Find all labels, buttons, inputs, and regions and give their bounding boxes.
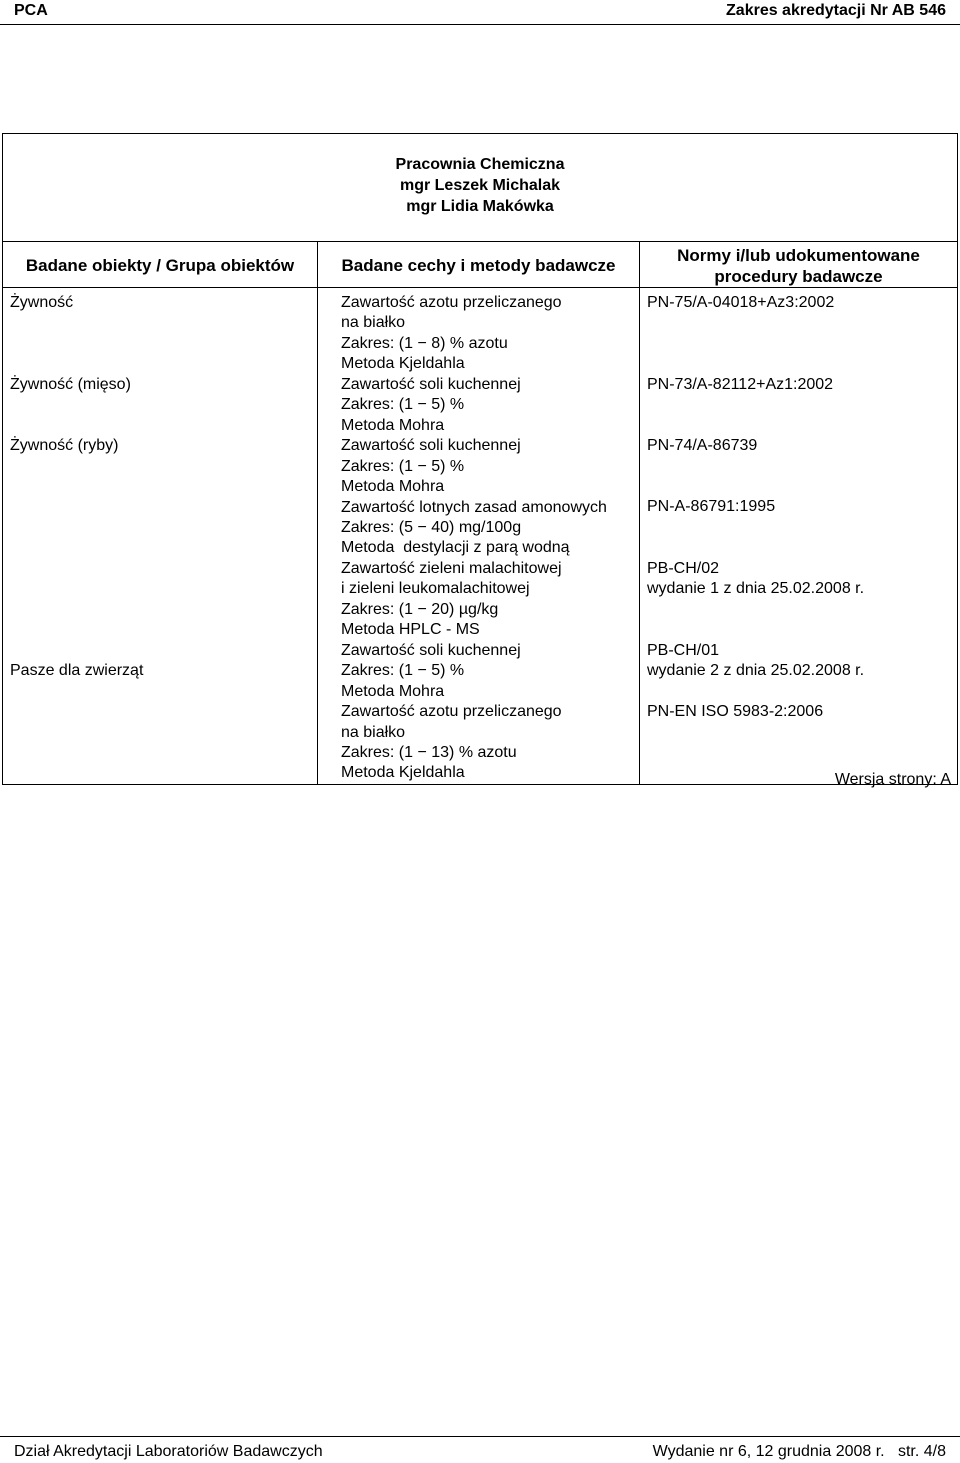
- norm-entry: PN-75/A-04018+Az3:2002: [647, 294, 835, 311]
- norm-entry: PB-CH/01: [647, 641, 720, 659]
- feature-line: Zawartość lotnych zasad amonowych: [341, 498, 607, 516]
- norm-entry: wydanie 2 z dnia 25.02.2008 r.: [647, 661, 865, 679]
- header-divider: [0, 24, 960, 25]
- feature-line: Zawartość azotu przeliczanego: [341, 294, 562, 311]
- feature-line: Zakres: (1 − 8) % azotu: [341, 334, 508, 352]
- column-header-norms: Normy i/lub udokumentowane procedury badawcze: [640, 242, 958, 288]
- features-column: [318, 288, 640, 785]
- feature-line: na białko: [341, 723, 406, 741]
- norm-entry: PN-EN ISO 5983-2:2006: [647, 702, 824, 720]
- feature-line: Metoda Mohra: [341, 416, 445, 434]
- feature-line: Zawartość soli kuchennej: [341, 375, 521, 393]
- feature-line: Zawartość azotu przeliczanego: [341, 703, 562, 721]
- feature-line: Zakres: (5 − 40) mg/100g: [341, 518, 522, 536]
- footer-edition: Wydanie nr 6, 12 grudnia 2008 r.: [652, 1443, 885, 1460]
- header-org: PCA: [14, 2, 48, 19]
- column-header-features: Badane cechy i metody badawcze: [318, 242, 640, 288]
- feature-line: Zakres: (1 − 20) µg/kg: [341, 600, 499, 618]
- feature-line: Metoda HPLC - MS: [341, 621, 480, 639]
- footer-page-number: str. 4/8: [897, 1443, 946, 1460]
- object-pasze: Pasze dla zwierząt: [10, 661, 144, 679]
- accreditation-table: [2, 133, 958, 785]
- objects-column: [3, 288, 318, 785]
- feature-line: Zawartość soli kuchennej: [341, 641, 521, 659]
- norm-entry: wydanie 1 z dnia 25.02.2008 r.: [647, 580, 865, 598]
- feature-line: i zieleni leukomalachitowej: [341, 580, 530, 598]
- header-accreditation-number: Zakres akredytacji Nr AB 546: [726, 2, 946, 19]
- norm-entry: PB-CH/02: [647, 559, 720, 577]
- lab-name: Pracownia Chemiczna: [395, 156, 565, 173]
- feature-line: Metoda Kjeldahla: [341, 764, 465, 782]
- lab-header-cell: [3, 134, 958, 242]
- page-version: Wersja strony: A: [834, 771, 951, 788]
- lab-person-1: mgr Leszek Michalak: [399, 177, 561, 194]
- feature-line: Zakres: (1 − 13) % azotu: [341, 743, 517, 761]
- object-zywnosc: Żywność: [10, 294, 74, 311]
- feature-line: Metoda destylacji z parą wodną: [341, 539, 570, 557]
- object-zywnosc-mieso: Żywność (mięso): [10, 375, 131, 393]
- feature-line: Zawartość zieleni malachitowej: [341, 559, 562, 577]
- column-header-objects: Badane obiekty / Grupa obiektów: [3, 242, 318, 288]
- object-zywnosc-ryby: Żywność (ryby): [10, 437, 119, 455]
- norms-column: [640, 288, 958, 785]
- feature-line: Metoda Kjeldahla: [341, 355, 465, 373]
- feature-line: na białko: [341, 314, 406, 332]
- lab-person-2: mgr Lidia Makówka: [406, 198, 554, 215]
- feature-line: Zakres: (1 − 5) %: [341, 396, 465, 414]
- footer-department: Dział Akredytacji Laboratoriów Badawczych: [14, 1443, 323, 1460]
- footer-divider: [0, 1436, 960, 1437]
- feature-line: Zakres: (1 − 5) %: [341, 662, 465, 680]
- footer-edition-page: [653, 1443, 946, 1461]
- feature-line: Metoda Mohra: [341, 478, 445, 496]
- feature-line: Zawartość soli kuchennej: [341, 437, 521, 455]
- norm-entry: PN-A-86791:1995: [647, 498, 776, 516]
- feature-line: Zakres: (1 − 5) %: [341, 457, 465, 475]
- norm-entry: PN-74/A-86739: [647, 437, 758, 455]
- norm-entry: PN-73/A-82112+Az1:2002: [647, 375, 834, 393]
- feature-line: Metoda Mohra: [341, 682, 445, 700]
